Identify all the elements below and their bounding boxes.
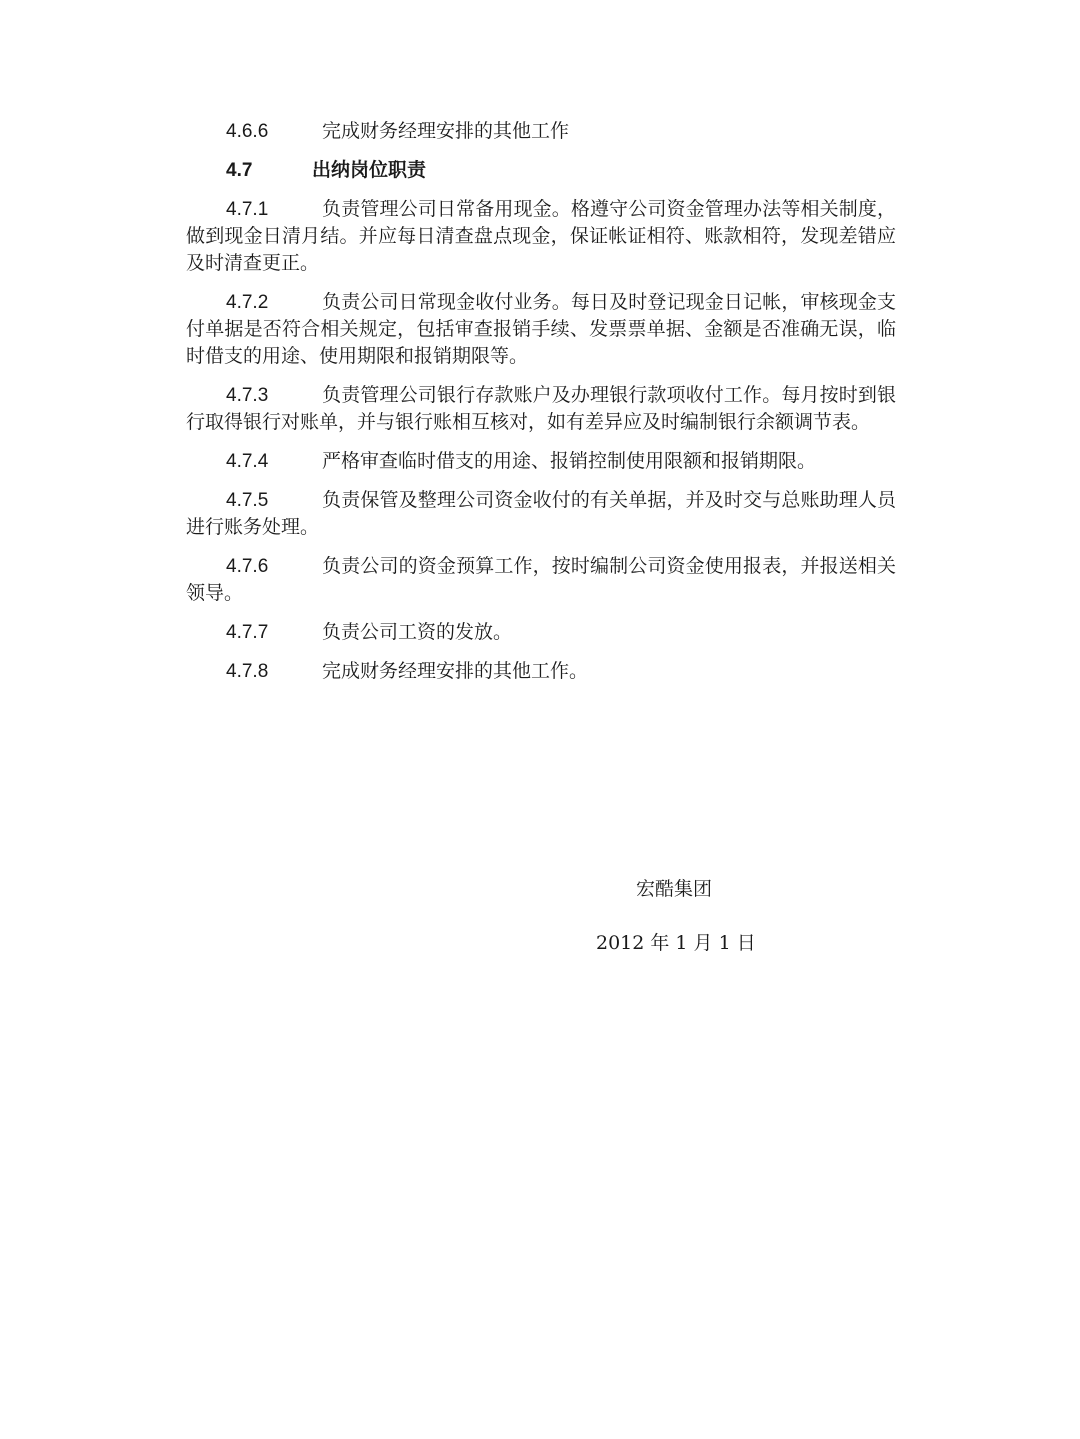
clause-text: 负责管理公司银行存款账户及办理银行款项收付工作。每月按时到银行取得银行对账单，并与银行账相互核对，如有差异应及时编制银行余额调节表。 <box>186 384 896 433</box>
clause-text: 负责保管及整理公司资金收付的有关单据，并及时交与总账助理人员进行账务处理。 <box>186 489 896 538</box>
section-heading-4-7 <box>186 157 896 184</box>
clause-text: 完成财务经理安排的其他工作。 <box>322 660 589 682</box>
signature-date: 2012 年 1 月 1 日 <box>596 932 756 954</box>
clause-4-7-2 <box>186 289 896 370</box>
clause-text: 负责公司日常现金收付业务。每日及时登记现金日记帐，审核现金支付单据是否符合相关规定，包括审查报销手续、发票票单据、金额是否准确无误，临时借支的用途、使用期限和报销期限等。 <box>186 291 896 367</box>
document-body <box>186 118 896 697</box>
clause-text: 负责公司工资的发放。 <box>322 621 513 643</box>
clause-number: 4.7.6 <box>226 556 269 577</box>
clause-4-7-8 <box>186 658 896 685</box>
clause-number: 4.7.8 <box>226 661 269 682</box>
clause-number: 4.7.2 <box>226 292 269 313</box>
clause-number: 4.7.3 <box>226 385 269 406</box>
clause-4-6-6 <box>186 118 896 145</box>
clause-number: 4.7.4 <box>226 451 269 472</box>
clause-number: 4.7.7 <box>226 622 269 643</box>
section-number: 4.7 <box>226 160 253 181</box>
clause-text: 严格审查临时借支的用途、报销控制使用限额和报销期限。 <box>322 450 817 472</box>
clause-4-7-4 <box>186 448 896 475</box>
clause-number: 4.6.6 <box>226 121 269 142</box>
clause-number: 4.7.5 <box>226 490 269 511</box>
clause-4-7-3 <box>186 382 896 436</box>
clause-text: 完成财务经理安排的其他工作 <box>322 120 570 142</box>
clause-text: 负责管理公司日常备用现金。格遵守公司资金管理办法等相关制度，做到现金日清月结。并应每日清查盘点现金，保证帐证相符、账款相符，发现差错应及时清查更正。 <box>186 198 896 274</box>
clause-number: 4.7.1 <box>226 199 269 220</box>
clause-4-7-6 <box>186 553 896 607</box>
clause-4-7-5 <box>186 487 896 541</box>
clause-text: 负责公司的资金预算工作，按时编制公司资金使用报表，并报送相关领导。 <box>186 555 896 604</box>
signature-organization: 宏酷集团 <box>636 878 713 900</box>
clause-4-7-7 <box>186 619 896 646</box>
section-title: 出纳岗位职责 <box>312 159 427 181</box>
clause-4-7-1 <box>186 196 896 277</box>
